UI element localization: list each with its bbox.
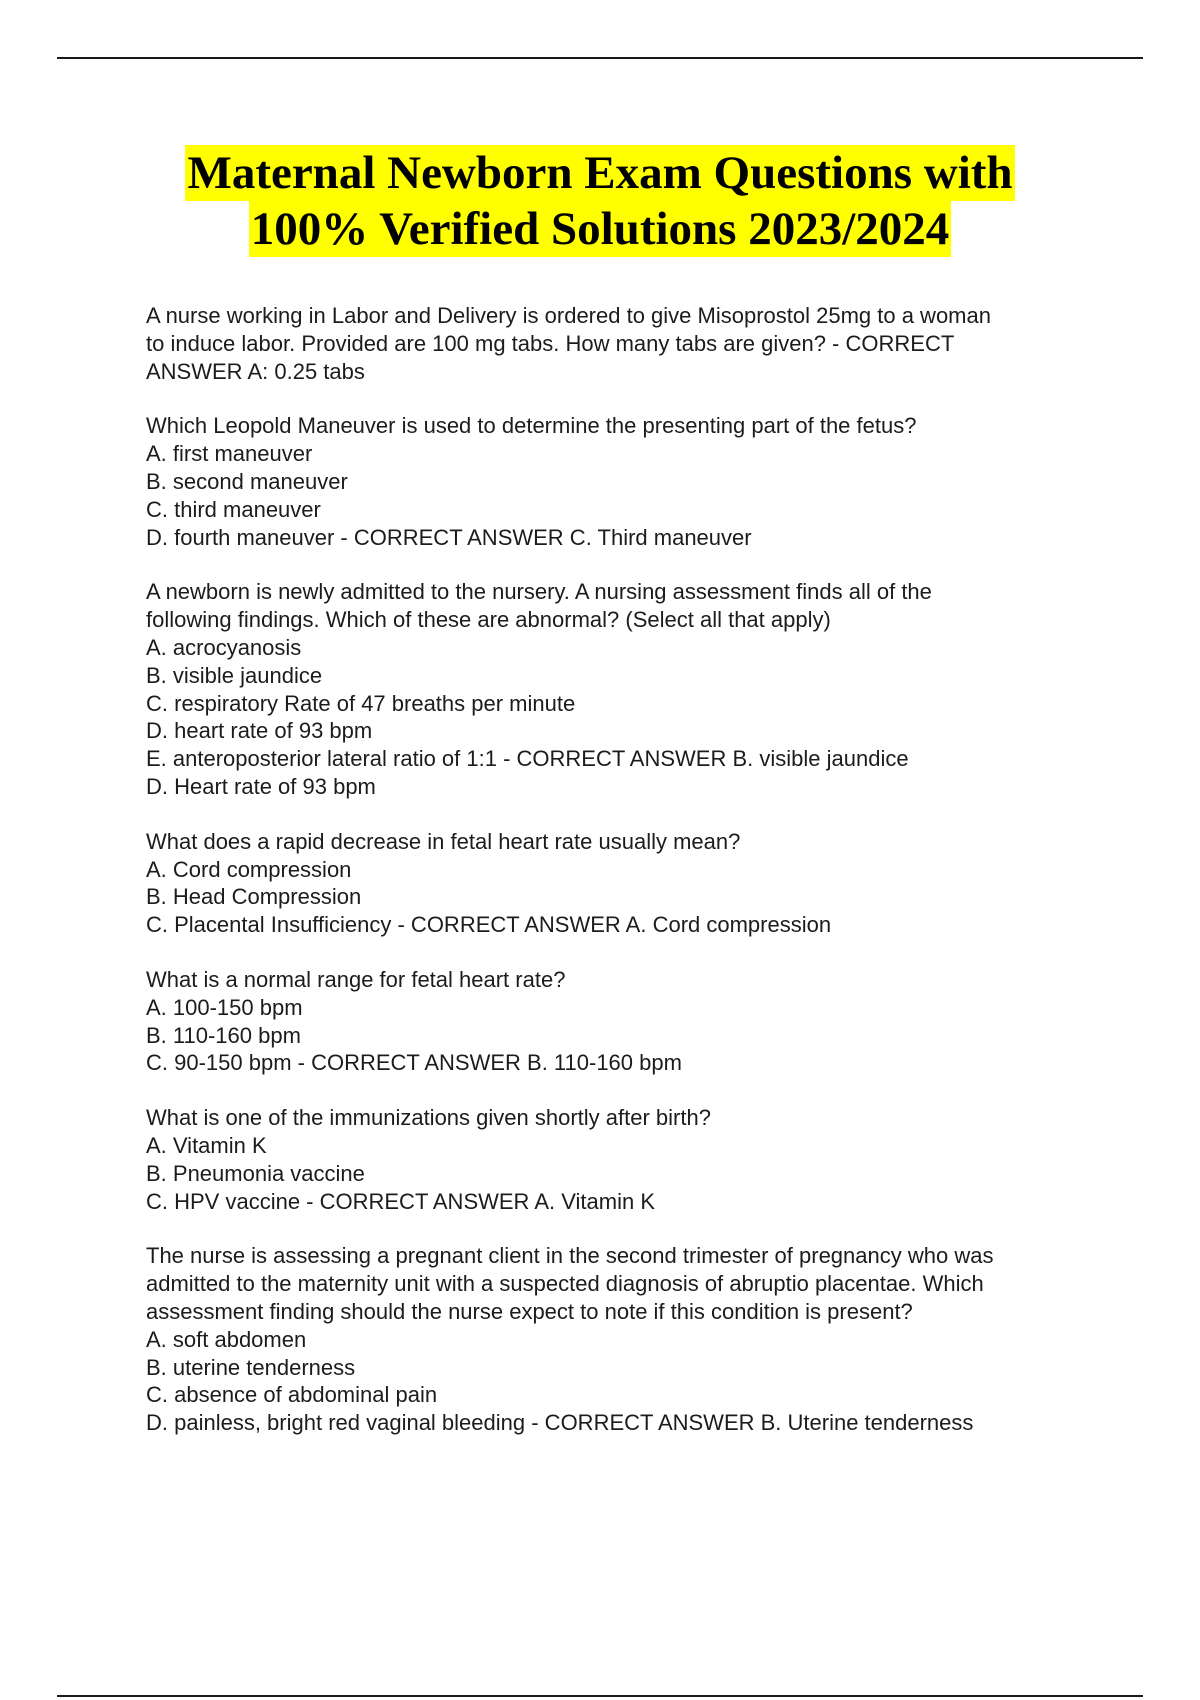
title-line-2: 100% Verified Solutions 2023/2024 (250, 203, 950, 255)
question-line: A. soft abdomen (146, 1326, 307, 1352)
header-rule (57, 57, 1143, 59)
question-line: D. fourth maneuver - CORRECT ANSWER C. Third maneuver (146, 524, 752, 550)
question-line: to induce labor. Provided are 100 mg tabs. How many tabs are given? - CORRECT (146, 330, 955, 356)
question-line: A. 100-150 bpm (146, 994, 303, 1020)
question-line: B. visible jaundice (146, 662, 323, 688)
question-line: assessment finding should the nurse expect to note if this condition is present? (146, 1298, 913, 1324)
question-line: A. Cord compression (146, 856, 352, 882)
question-line: B. second maneuver (146, 468, 348, 494)
question-text-line: A nurse working in Labor and Delivery is ordered to give Misoprostol 25mg to a woman (146, 303, 991, 328)
question-line: C. HPV vaccine - CORRECT ANSWER A. Vitamin K (146, 1188, 655, 1214)
question-text-line: Which Leopold Maneuver is used to determine the presenting part of the fetus? (146, 413, 917, 439)
question-text-line: The nurse is assessing a pregnant client in the second trimester of pregnancy who was (146, 1243, 994, 1269)
question-line: A. acrocyanosis (146, 634, 302, 660)
question-block (146, 302, 1106, 385)
question-block (146, 578, 1106, 800)
question-line: C. 90-150 bpm - CORRECT ANSWER B. 110-160 bpm (146, 1050, 682, 1076)
question-line: B. uterine tenderness (146, 1354, 356, 1380)
question-line: admitted to the maternity unit with a suspected diagnosis of abruptio placentae. Which (146, 1271, 984, 1297)
question-text-line: What is a normal range for fetal heart rate? (146, 966, 566, 992)
question-line: C. Placental Insufficiency - CORRECT ANSWER A. Cord compression (146, 912, 832, 938)
question-line: C. absence of abdominal pain (146, 1382, 438, 1408)
question-line: E. anteroposterior lateral ratio of 1:1 - CORRECT ANSWER B. visible jaundice (146, 746, 909, 772)
question-block (146, 966, 1106, 1077)
question-line: B. Pneumonia vaccine (146, 1160, 365, 1186)
question-text-line: A newborn is newly admitted to the nursery. A nursing assessment finds all of the (146, 579, 932, 605)
question-line: ANSWER A: 0.25 tabs (146, 358, 365, 384)
question-block (146, 828, 1106, 939)
question-line: B. Head Compression (146, 884, 362, 910)
question-line: A. first maneuver (146, 441, 313, 467)
question-line: C. respiratory Rate of 47 breaths per minute (146, 690, 576, 716)
question-line: D. heart rate of 93 bpm (146, 718, 373, 744)
question-block (146, 1104, 1106, 1215)
footer-rule (57, 1695, 1143, 1697)
question-text-line: What does a rapid decrease in fetal heart rate usually mean? (146, 828, 741, 854)
question-line: D. painless, bright red vaginal bleeding - CORRECT ANSWER B. Uterine tenderness (146, 1410, 974, 1436)
question-line: B. 110-160 bpm (146, 1022, 301, 1048)
question-line: D. Heart rate of 93 bpm (146, 773, 376, 799)
question-block (146, 412, 1106, 551)
document-title (0, 145, 1200, 257)
question-line: following findings. Which of these are abnormal? (Select all that apply) (146, 607, 831, 633)
question-text-line: What is one of the immunizations given shortly after birth? (146, 1105, 711, 1131)
question-list (146, 302, 1106, 1464)
title-line-1: Maternal Newborn Exam Questions with (187, 147, 1013, 199)
question-line: A. Vitamin K (146, 1132, 267, 1158)
question-block (146, 1242, 1106, 1437)
question-line: C. third maneuver (146, 496, 321, 522)
